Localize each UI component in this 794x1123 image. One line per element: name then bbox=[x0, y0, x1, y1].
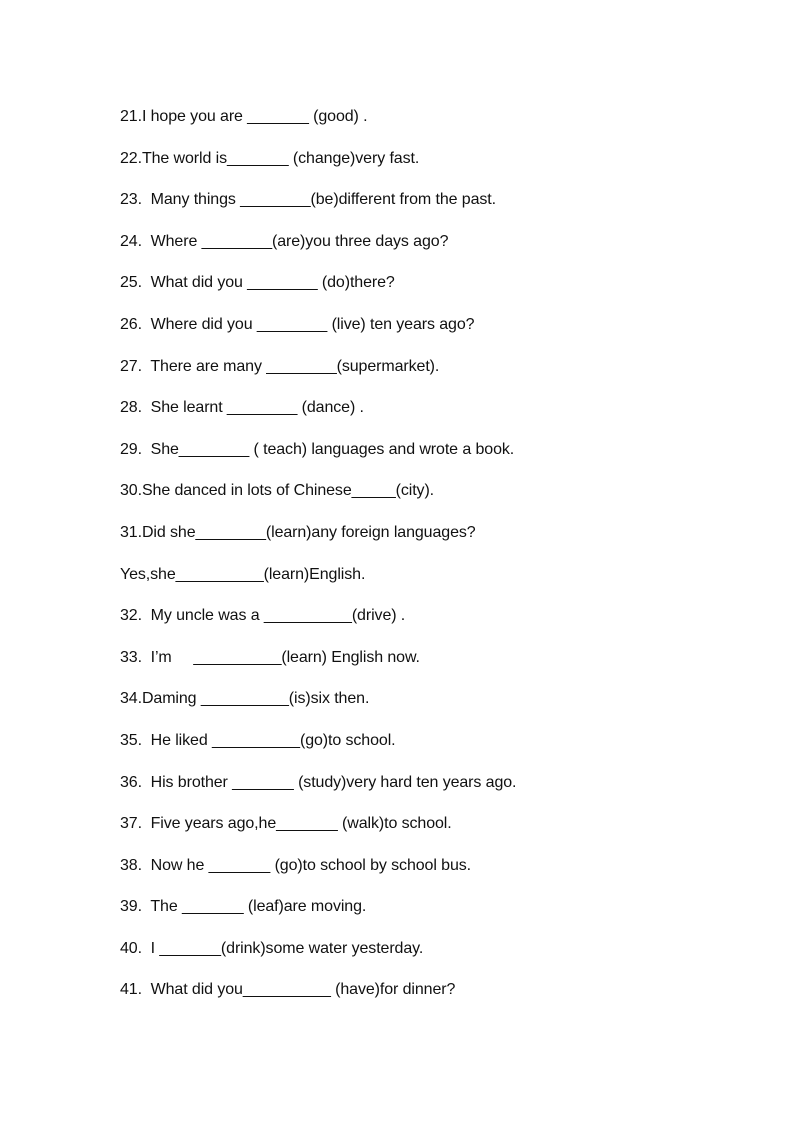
exercise-29: 29. She________ ( teach) languages and wrote a book. bbox=[120, 440, 515, 458]
exercise-35: 35. He liked __________(go)to school. bbox=[120, 731, 396, 749]
exercise-28: 28. She learnt ________ (dance) . bbox=[120, 399, 364, 417]
exercise-32: 32. My uncle was a __________(drive) . bbox=[120, 607, 406, 625]
exercise-41: 41. What did you__________ (have)for dinner? bbox=[120, 981, 456, 999]
exercise-40: 40. I _______(drink)some water yesterday. bbox=[120, 939, 424, 957]
exercise-21: 21.I hope you are _______ (good) . bbox=[120, 108, 368, 125]
exercise-23: 23. Many things ________(be)different from the past. bbox=[120, 191, 496, 209]
exercise-36: 36. His brother _______ (study)very hard ten years ago. bbox=[120, 773, 517, 791]
exercise-27: 27. There are many ________(supermarket). bbox=[120, 357, 440, 375]
exercise-37: 37. Five years ago,he_______ (walk)to school. bbox=[120, 815, 452, 833]
exercise-25: 25. What did you ________ (do)there? bbox=[120, 274, 395, 292]
exercise-39: 39. The _______ (leaf)are moving. bbox=[120, 898, 367, 916]
exercise-30: 30.She danced in lots of Chinese_____(city). bbox=[120, 482, 435, 500]
exercise-22: 22.The world is_______ (change)very fast. bbox=[120, 149, 420, 167]
exercise-list bbox=[120, 105, 720, 1020]
exercise-31: 31.Did she________(learn)any foreign languages? bbox=[120, 523, 476, 541]
exercise-31-answer-line: Yes,she__________(learn)English. bbox=[120, 565, 366, 583]
exercise-33: 33. I’m __________(learn) English now. bbox=[120, 648, 420, 666]
exercise-38: 38. Now he _______ (go)to school by school bus. bbox=[120, 856, 471, 874]
exercise-34: 34.Daming __________(is)six then. bbox=[120, 690, 370, 708]
exercise-26: 26. Where did you ________ (live) ten years ago? bbox=[120, 315, 475, 333]
exercise-24: 24. Where ________(are)you three days ago? bbox=[120, 232, 449, 250]
